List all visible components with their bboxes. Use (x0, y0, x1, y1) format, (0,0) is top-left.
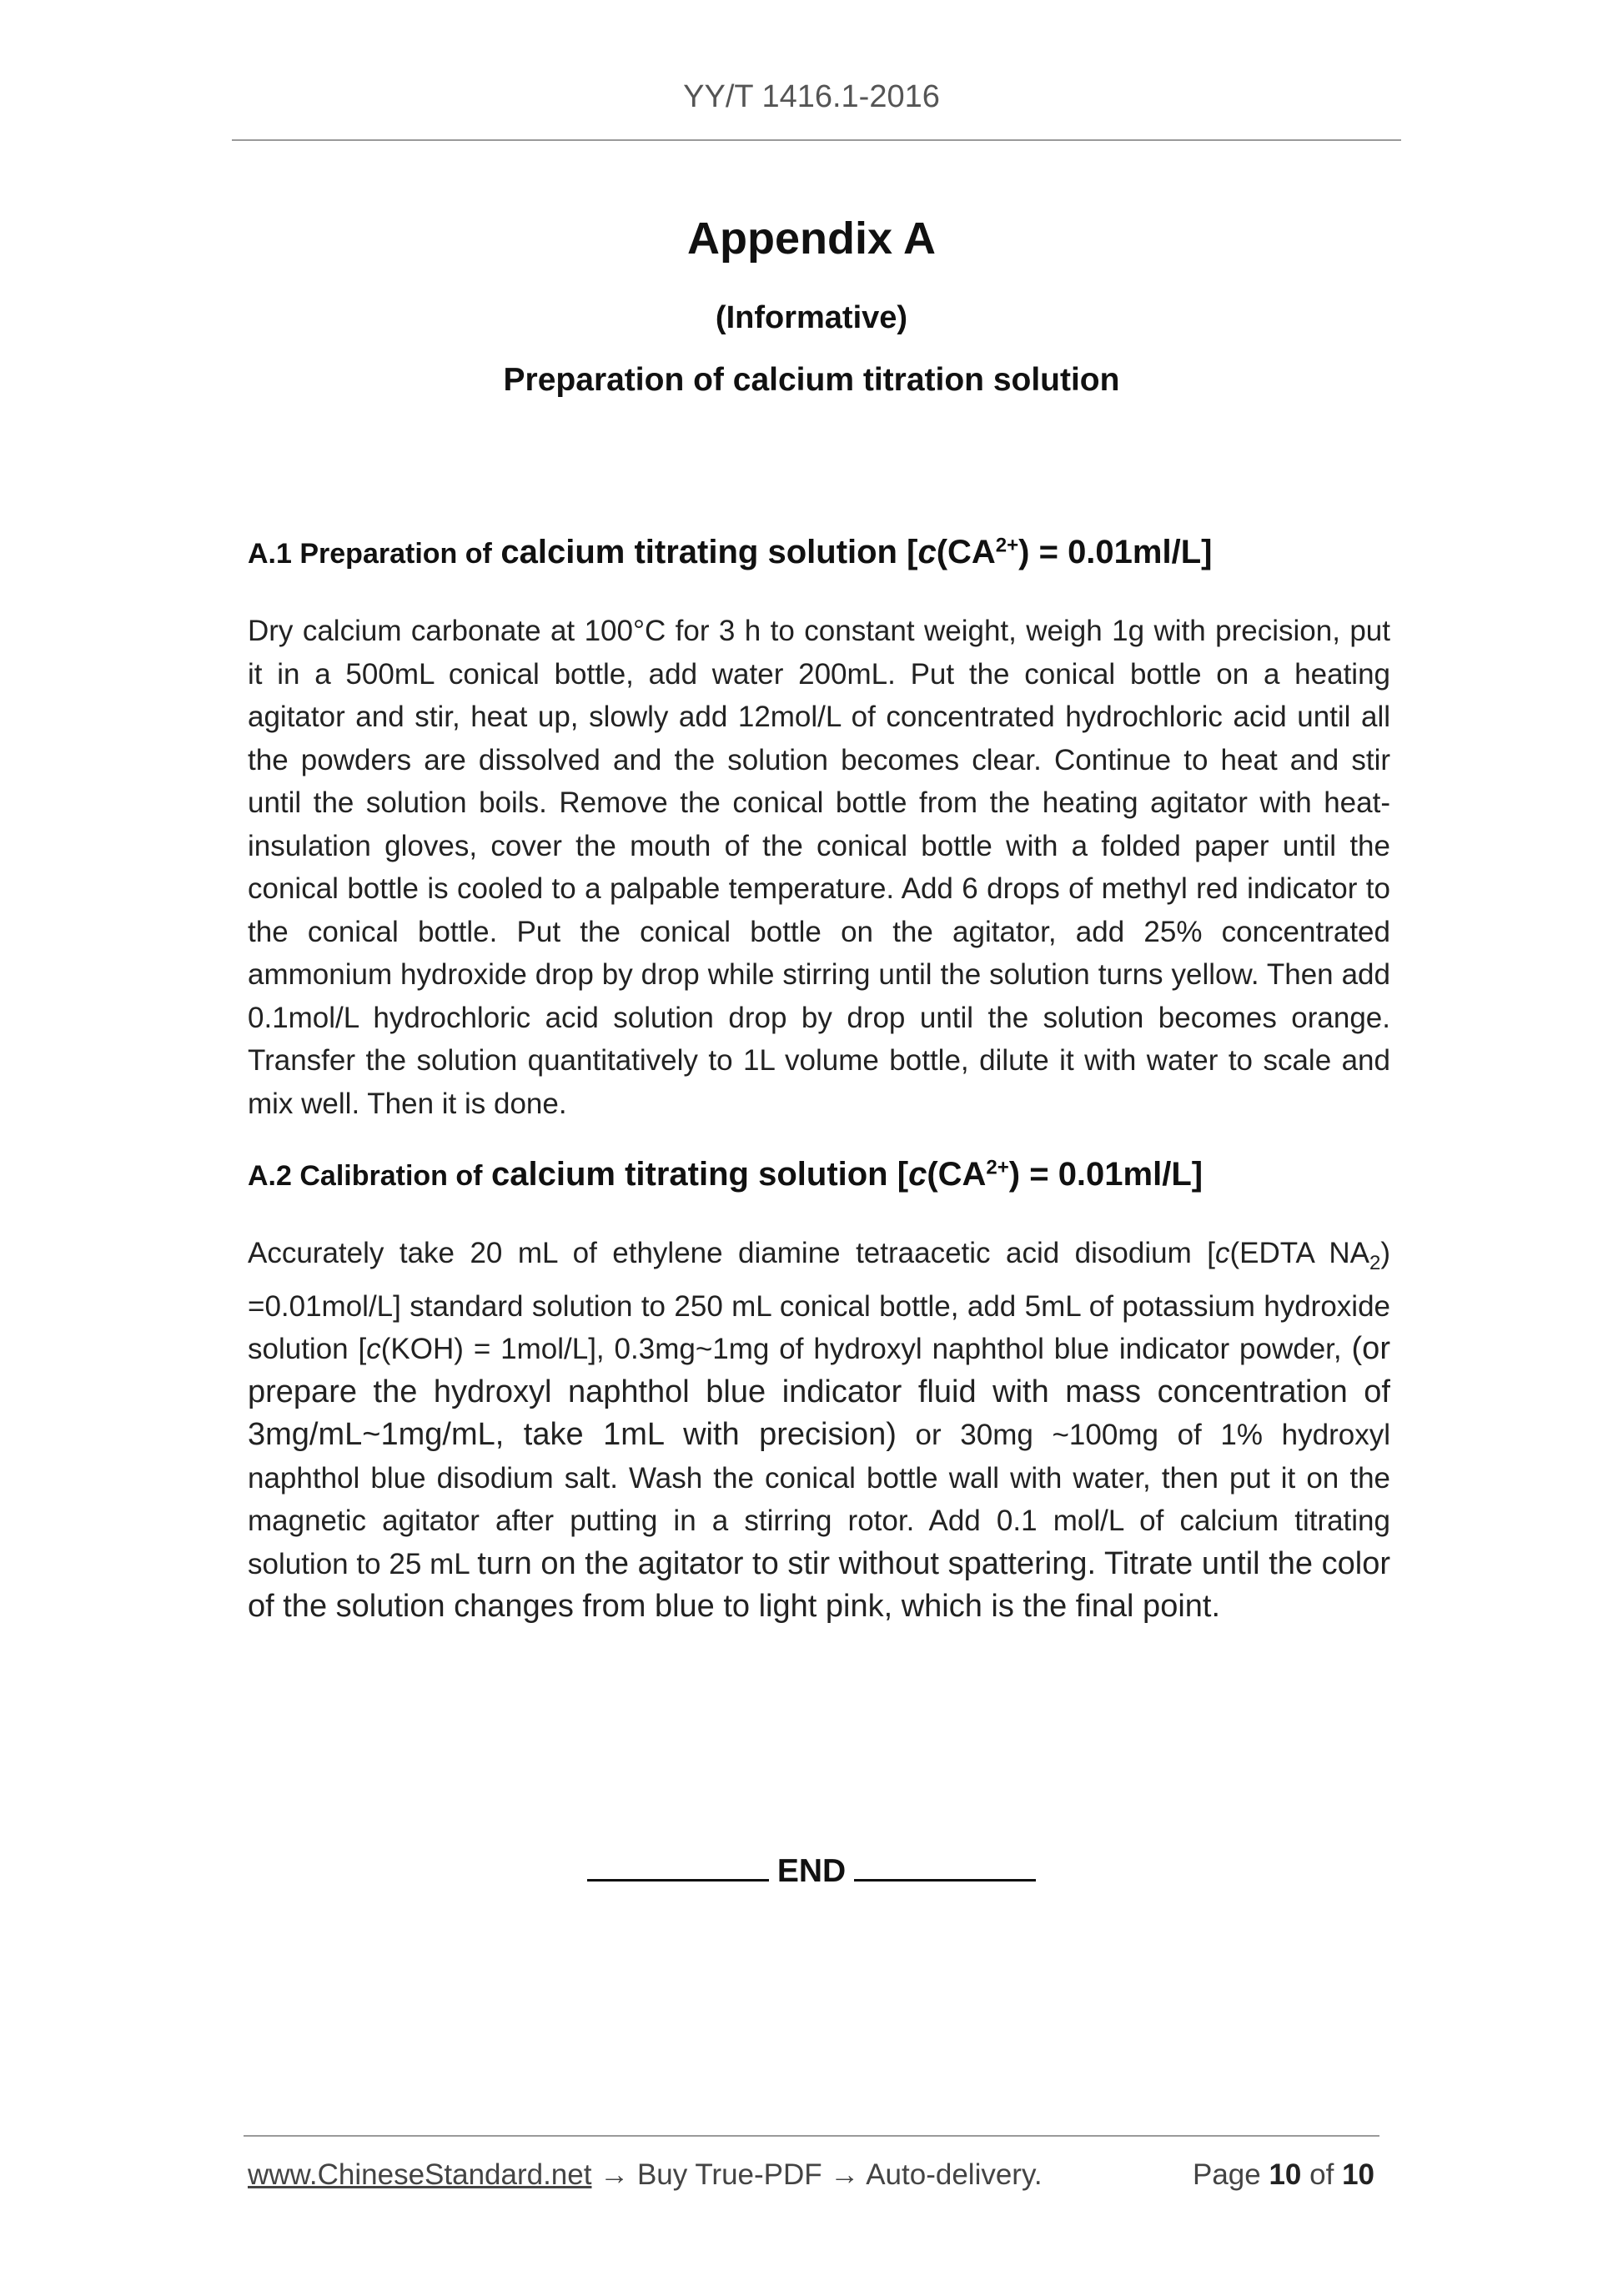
a2-text-large-2: turn on the agitator to stir without spattering. Titrate until the color of the solution changes from blue to light pink, which is the final point. (248, 1545, 1390, 1624)
section-a1-italic-c: c (917, 534, 937, 570)
section-a1-superscript: 2+ (995, 534, 1019, 557)
section-a2-title-end: ) = 0.01ml/L] (1008, 1156, 1203, 1193)
section-a2-body (248, 1232, 1390, 1629)
a2-text-4: (KOH) = 1mol/L], 0.3mg~1mg of hydroxyl naphthol blue indicator powder, (380, 1333, 1342, 1365)
appendix-heading: Preparation of calcium titration solution (503, 362, 1120, 398)
page-current: 10 (1269, 2158, 1302, 2191)
footer-divider (244, 2135, 1379, 2137)
a2-text-2: (EDTA NA (1229, 1237, 1369, 1269)
a2-text-1: Accurately take 20 mL of ethylene diamine tetraacetic acid disodium [ (248, 1237, 1215, 1269)
end-left-rule (587, 1854, 769, 1882)
section-a1-body: Dry calcium carbonate at 100°C for 3 h to constant weight, weigh 1g with precision, put it in a 500mL conical bottle, add water 200mL. Put the conical bottle on a heating agitator and stir, heat up, slowly add 12mol/L of concentrated hydrochloric acid until all the powders are dissolved and the solution becomes clear. Continue to heat and stir until the solution boils. Remove the conical bottle from the heating agitator with heat-insulation gloves, cover the mouth of the conical bottle with a folded paper until the conical bottle is cooled to a palpable temperature. Add 6 drops of methyl red indicator to the conical bottle. Put the conical bottle on the agitator, add 25% concentrated ammonium hydroxide drop by drop while stirring until the solution turns yellow. Then add 0.1mol/L hydrochloric acid solution drop by drop until the solution becomes orange. Transfer the solution quantitatively to 1L volume bottle, dilute it with water to scale and mix well. Then it is done. (248, 615, 1390, 1120)
a2-text-5: or 30mg ~100mg of 1% hydroxyl naphthol blue disodium salt. Wash the conical bottle wall with water, then put it on the magnetic agitator after putting in a stirring rotor. Add 0.1 mol/L of calcium titrating solution to 25 mL (248, 1419, 1390, 1580)
document-code: YY/T 1416.1-2016 (683, 79, 940, 114)
end-marker (0, 1853, 1623, 1890)
section-a1-ion: (CA (936, 534, 996, 570)
section-a2-superscript: 2+ (986, 1156, 1009, 1179)
section-a2-title-main: calcium titrating solution [ (491, 1156, 909, 1193)
section-a1-title-end: ) = 0.01ml/L] (1018, 534, 1213, 570)
footer-buy-text: Buy True-PDF (636, 2158, 822, 2191)
end-right-rule (854, 1854, 1036, 1882)
section-a2-ion: (CA (927, 1156, 987, 1193)
footer-site-link[interactable]: www.ChineseStandard.net (248, 2158, 592, 2191)
a2-text-large-1: (or prepare the hydroxyl naphthol blue indicator fluid with mass concentration of 3mg/mL~1mg/mL, take 1mL with precision) (248, 1331, 1390, 1452)
page-total: 10 (1342, 2158, 1374, 2191)
a2-italic-c1: c (1214, 1237, 1230, 1269)
header-divider (232, 139, 1401, 141)
appendix-title: Appendix A (686, 214, 936, 264)
section-a1-heading (248, 534, 1390, 571)
page-number (1193, 2158, 1374, 2192)
end-label: END (776, 1853, 847, 1889)
a2-text-3: ) =0.01mol/L] standard solution to 250 mL conical bottle, add 5mL of potassium hydroxide solution [ (248, 1237, 1391, 1365)
section-a2-prefix: A.2 Calibration of (248, 1160, 483, 1192)
footer-promo (248, 2158, 1043, 2192)
arrow-right-icon: → (830, 2158, 860, 2191)
section-a1-title-main: calcium titrating solution [ (500, 534, 918, 570)
a2-subscript: 2 (1369, 1252, 1381, 1274)
section-a2-heading (248, 1156, 1390, 1193)
page-of: of (1309, 2158, 1334, 2191)
a2-italic-c2: c (366, 1333, 381, 1365)
footer-delivery-text: Auto-delivery. (866, 2158, 1043, 2191)
appendix-subtitle: (Informative) (715, 300, 908, 335)
section-a1-prefix: A.1 Preparation of (248, 538, 492, 570)
page-label: Page (1192, 2158, 1261, 2191)
section-a2-italic-c: c (908, 1156, 927, 1193)
arrow-right-icon: → (600, 2158, 630, 2191)
